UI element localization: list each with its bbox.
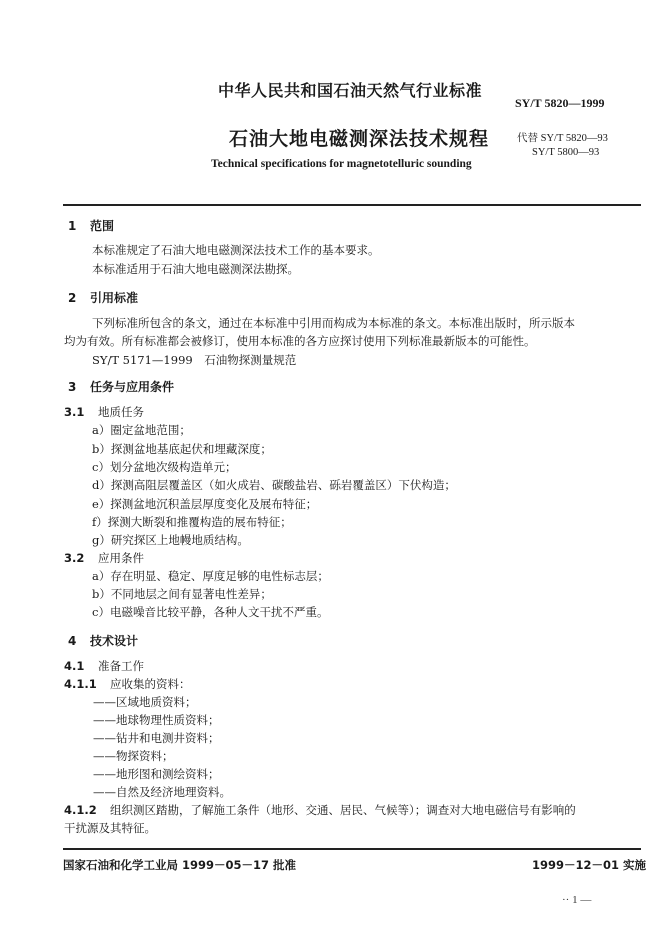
replaces-note bbox=[517, 132, 608, 160]
english-title: Technical specifications for magnetotelluric sounding bbox=[211, 158, 472, 170]
subsection-4-1-heading bbox=[64, 658, 144, 674]
page-number: ·· 1 — bbox=[562, 894, 592, 906]
header-divider bbox=[63, 204, 641, 206]
footer-divider bbox=[63, 848, 641, 850]
list-item: ——地形图和测绘资料； bbox=[93, 767, 220, 781]
subsection-number: 4.1.1 bbox=[64, 677, 97, 691]
subsection-4-1-2 bbox=[64, 802, 576, 818]
subsection-4-1-1-heading bbox=[64, 676, 191, 692]
subsection-title: 准备工作 bbox=[98, 659, 144, 673]
section-number: 4 bbox=[68, 634, 77, 648]
list-item: e）探测盆地沉积盖层厚度变化及展布特征； bbox=[92, 497, 318, 511]
list-item: c）电磁噪音比较平静，各种人文干扰不严重。 bbox=[92, 605, 329, 619]
list-item: ——自然及经济地理资料。 bbox=[93, 785, 231, 799]
subsection-number: 4.1.2 bbox=[64, 803, 97, 817]
list-item: d）探测高阻层覆盖区（如火成岩、碳酸盐岩、砾岩覆盖区）下伏构造； bbox=[92, 478, 456, 492]
replaces-line-1: 代替 SY/T 5820—93 bbox=[517, 133, 608, 144]
section-4-heading bbox=[68, 632, 138, 649]
list-item: b）不同地层之间有显著电性差异； bbox=[92, 587, 272, 601]
section-title: 范围 bbox=[90, 219, 115, 233]
list-item: a）存在明显、稳定、厚度足够的电性标志层； bbox=[92, 569, 329, 583]
document-title: 石油大地电磁测深法技术规程 bbox=[229, 128, 490, 150]
section-title: 引用标准 bbox=[90, 291, 139, 305]
subsection-4-1-2-continuation: 干扰源及其特征。 bbox=[64, 821, 156, 835]
list-item: g）研究探区上地幔地质结构。 bbox=[92, 533, 249, 547]
subsection-title: 应用条件 bbox=[98, 551, 144, 565]
section-title: 任务与应用条件 bbox=[90, 380, 175, 394]
effective-date: 1999－12－01 实施 bbox=[532, 858, 647, 872]
subsection-title: 地质任务 bbox=[98, 405, 144, 419]
section-2-paragraph-line-2: 均为有效。所有标准都会被修订，使用本标准的各方应探讨使用下列标准最新版本的可能性。 bbox=[64, 334, 536, 348]
list-item: ——区域地质资料； bbox=[93, 695, 197, 709]
section-1-paragraph-1: 本标准规定了石油大地电磁测深法技术工作的基本要求。 bbox=[92, 243, 380, 257]
subsection-3-2-heading bbox=[64, 550, 144, 566]
list-item: b）探测盆地基底起伏和埋藏深度； bbox=[92, 442, 272, 456]
subsection-text: 组织测区踏勘，了解施工条件（地形、交通、居民、气候等）；调查对大地电磁信号有影响的 bbox=[110, 803, 576, 817]
approval-note: 国家石油和化学工业局 1999－05－17 批准 bbox=[63, 858, 297, 872]
referenced-standard: SY/T 5171—1999 石油物探测量规范 bbox=[92, 353, 297, 367]
section-2-heading bbox=[68, 289, 138, 306]
section-number: 3 bbox=[68, 380, 77, 394]
replaces-line-2: SY/T 5800—93 bbox=[532, 147, 600, 158]
list-item: ——物探资料； bbox=[93, 749, 174, 763]
list-item: ——钻井和电测井资料； bbox=[93, 731, 220, 745]
section-1-heading bbox=[68, 217, 114, 234]
list-item: ——地球物理性质资料； bbox=[93, 713, 220, 727]
section-3-heading bbox=[68, 378, 174, 395]
list-item: f）探测大断裂和推覆构造的展布特征； bbox=[92, 515, 292, 529]
page-number-value: 1 bbox=[572, 894, 578, 906]
subsection-3-1-heading bbox=[64, 404, 144, 420]
subsection-title: 应收集的资料： bbox=[110, 677, 191, 691]
subsection-number: 3.1 bbox=[64, 405, 85, 419]
subsection-number: 3.2 bbox=[64, 551, 85, 565]
industry-standard-title: 中华人民共和国石油天然气行业标准 bbox=[218, 81, 483, 100]
list-item: c）划分盆地次级构造单元； bbox=[92, 460, 237, 474]
list-item: a）圈定盆地范围； bbox=[92, 423, 191, 437]
section-number: 1 bbox=[68, 219, 77, 233]
section-number: 2 bbox=[68, 291, 77, 305]
section-1-paragraph-2: 本标准适用于石油大地电磁测深法勘探。 bbox=[92, 262, 299, 276]
section-title: 技术设计 bbox=[90, 634, 139, 648]
section-2-paragraph-line-1: 下列标准所包含的条文，通过在本标准中引用而构成为本标准的条文。本标准出版时，所示版本 bbox=[92, 316, 575, 330]
subsection-number: 4.1 bbox=[64, 659, 85, 673]
standard-number: SY/T 5820—1999 bbox=[515, 96, 605, 110]
